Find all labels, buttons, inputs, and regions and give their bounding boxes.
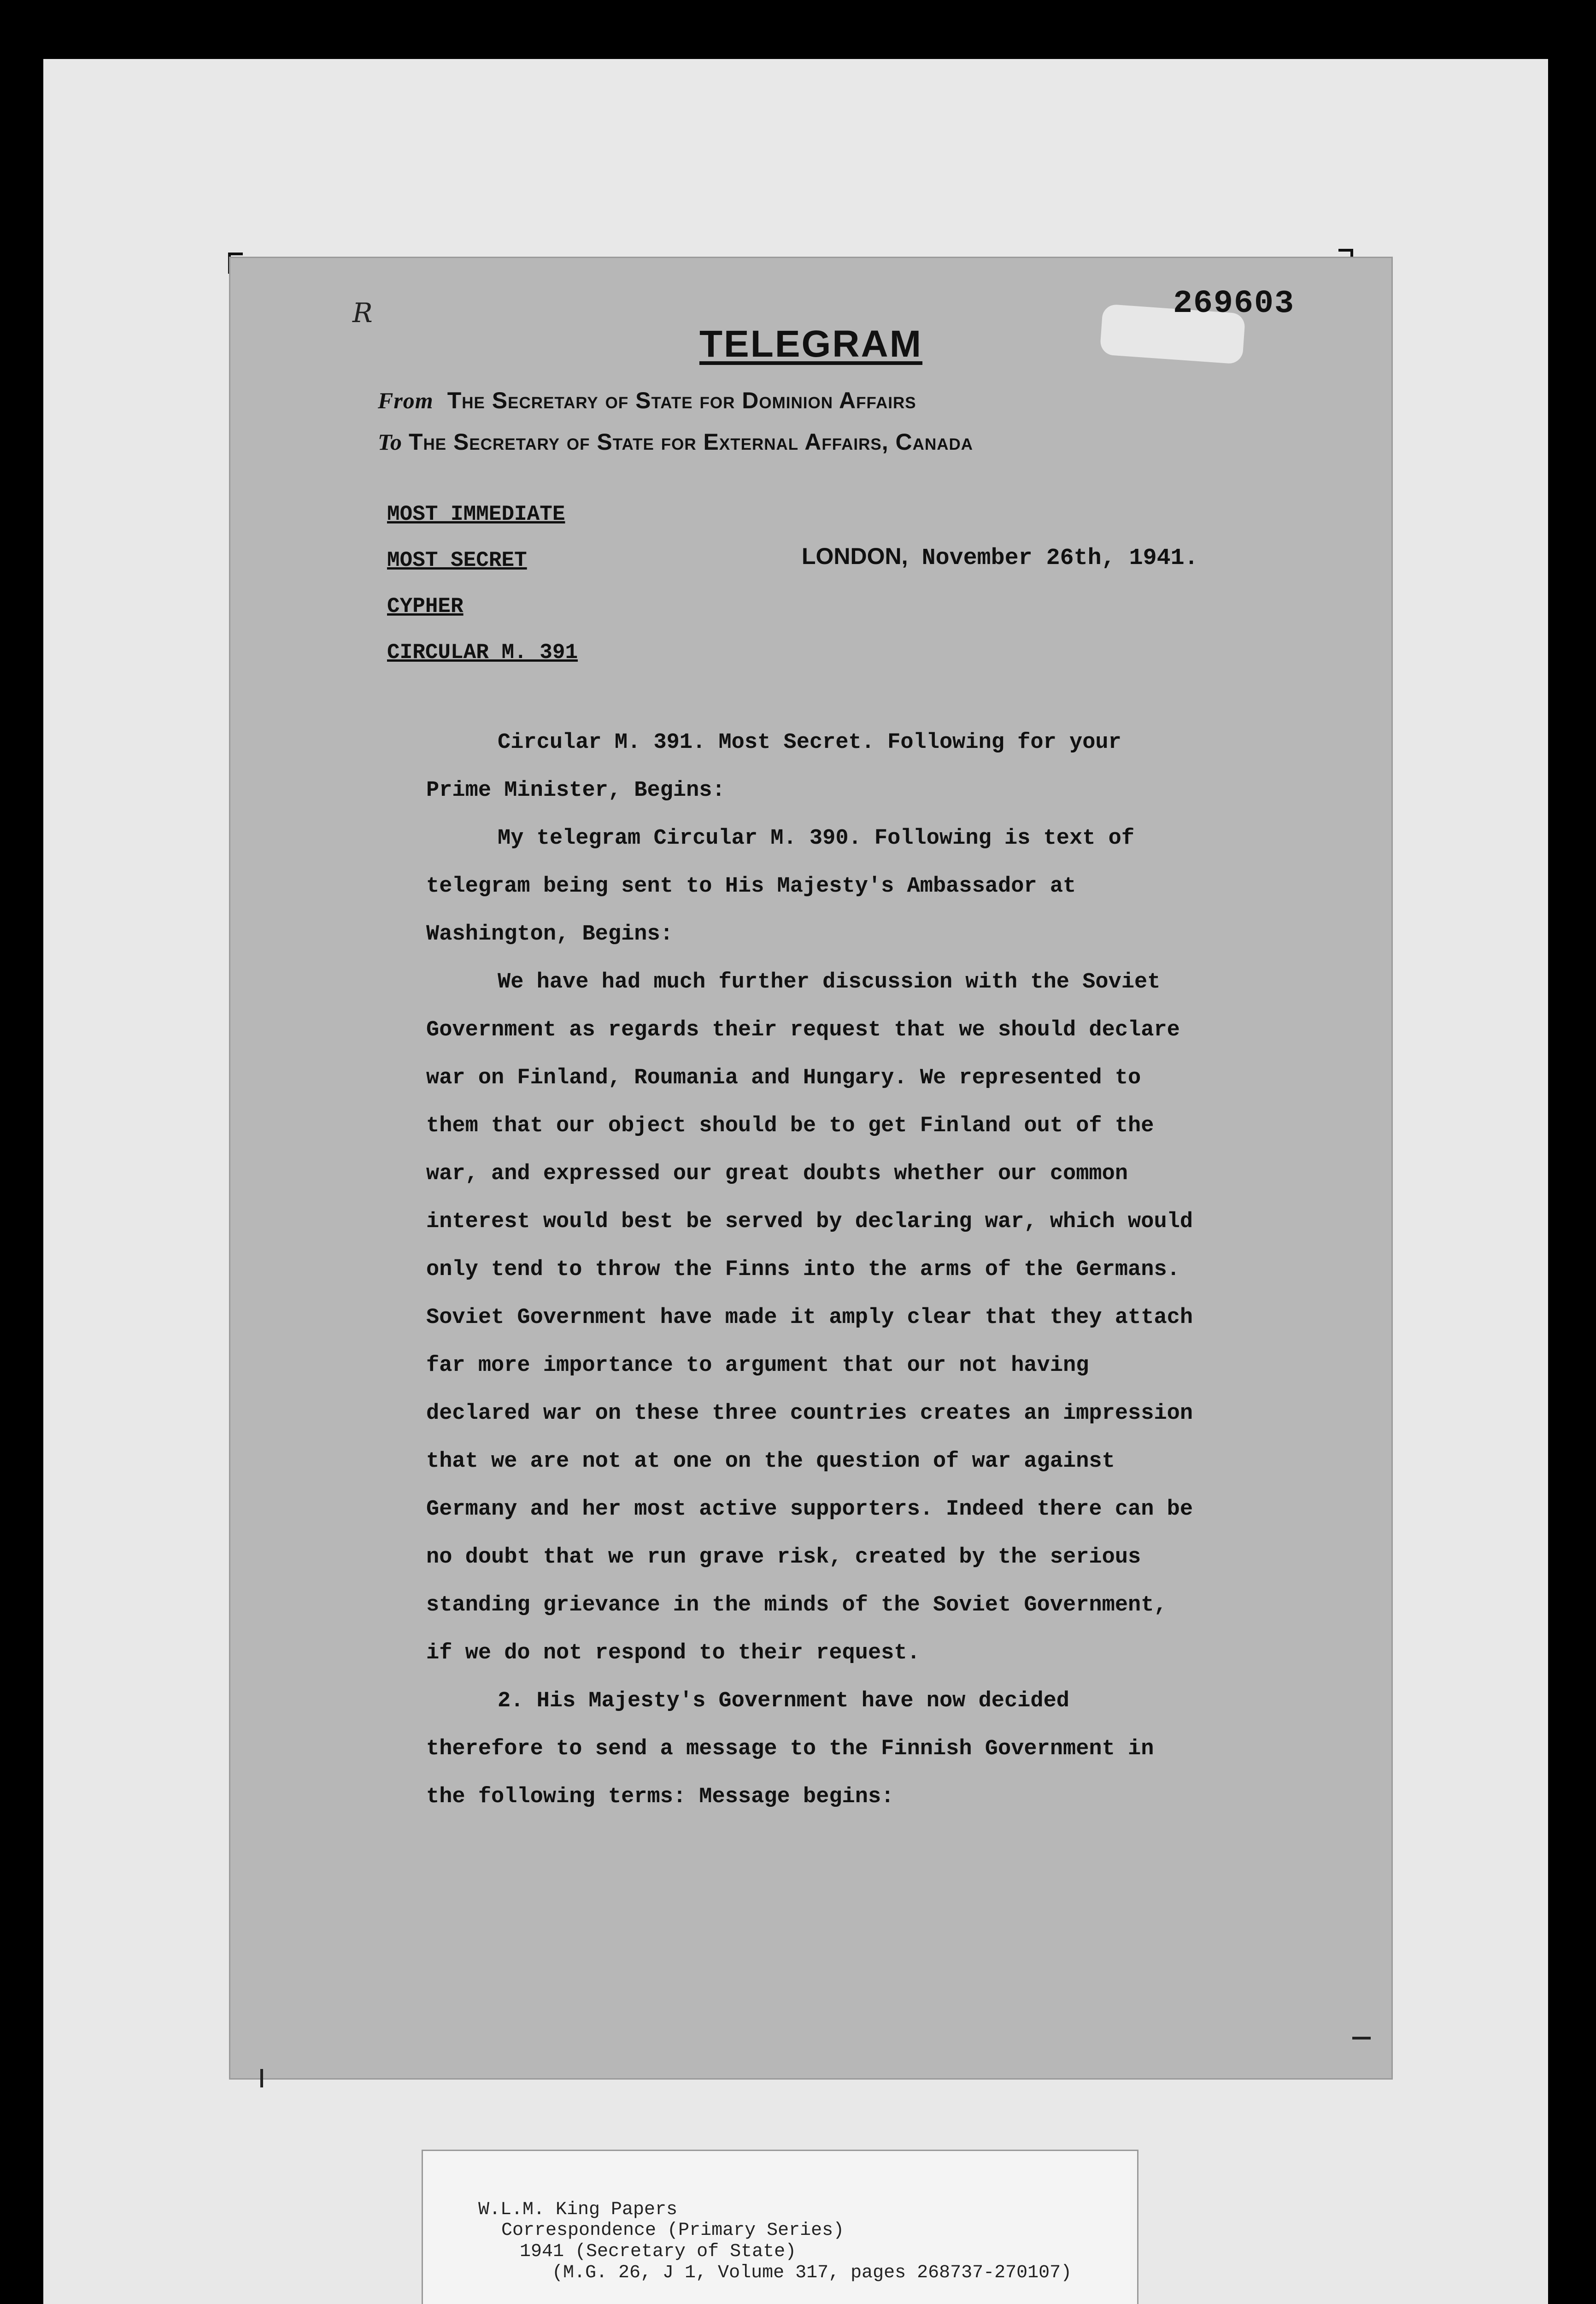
slip-line-4: (M.G. 26, J 1, Volume 317, pages 268737-270107) xyxy=(552,2263,1072,2283)
telegram-title: TELEGRAM xyxy=(699,323,923,365)
paragraph-4: 2. His Majesty's Government have now decided therefore to send a message to the Finnish Government in the following terms: Message begins: xyxy=(426,1689,1154,1809)
date: November 26th, 1941. xyxy=(921,545,1198,571)
sheet-bottom-tick-right xyxy=(1352,2037,1371,2040)
place-date xyxy=(802,543,1198,571)
slip-line-3: 1941 (Secretary of State) xyxy=(520,2241,797,2262)
telegram-sheet xyxy=(230,258,1391,2078)
paragraph-3: We have had much further discussion with the Soviet Government as regards their request that we should declare war on Finland, Roumania and Hungary. We represented to them that our object should be to get Finland out of the war, and expressed our great doubts whether our common interest would best be served by declaring war, which would only tend to throw the Finns into the arms of the Germans. Soviet Government have made it amply clear that they attach far more importance to argument that our not having declared war on these three countries creates an impression that we are not at one on the question of war against Germany and her most active supporters. Indeed there can be no doubt that we run grave risk, created by the serious standing grievance in the minds of the Soviet Government, if we do not respond to their request. xyxy=(426,970,1193,1665)
paragraph-2: My telegram Circular M. 390. Following is text of telegram being sent to His Majesty's Ambassador at Washington, Begins: xyxy=(426,826,1135,946)
classification-1: MOST IMMEDIATE xyxy=(387,502,565,526)
classification-3: CYPHER xyxy=(387,594,464,618)
paragraph-1: Circular M. 391. Most Secret. Following for your Prime Minister, Begins: xyxy=(426,730,1121,803)
to-label: To xyxy=(378,429,402,455)
from-label: From xyxy=(378,388,434,413)
classification-2: MOST SECRET xyxy=(387,548,527,572)
from-value: The Secretary of State for Dominion Affairs xyxy=(447,388,916,413)
index-slip xyxy=(422,2150,1138,2304)
to-line xyxy=(378,429,973,455)
slip-line-1: W.L.M. King Papers xyxy=(478,2199,678,2220)
reference-number: 269603 xyxy=(1173,286,1295,322)
from-line xyxy=(378,387,916,414)
telegram-body xyxy=(426,719,1371,1821)
margin-mark: R xyxy=(352,297,373,329)
slip-line-2: Correspondence (Primary Series) xyxy=(501,2220,845,2241)
to-value: The Secretary of State for External Affairs, Canada xyxy=(408,429,974,455)
sheet-bottom-tick-left xyxy=(260,2069,263,2087)
classification-4: CIRCULAR M. 391 xyxy=(387,641,578,664)
place: LONDON, xyxy=(802,543,908,569)
